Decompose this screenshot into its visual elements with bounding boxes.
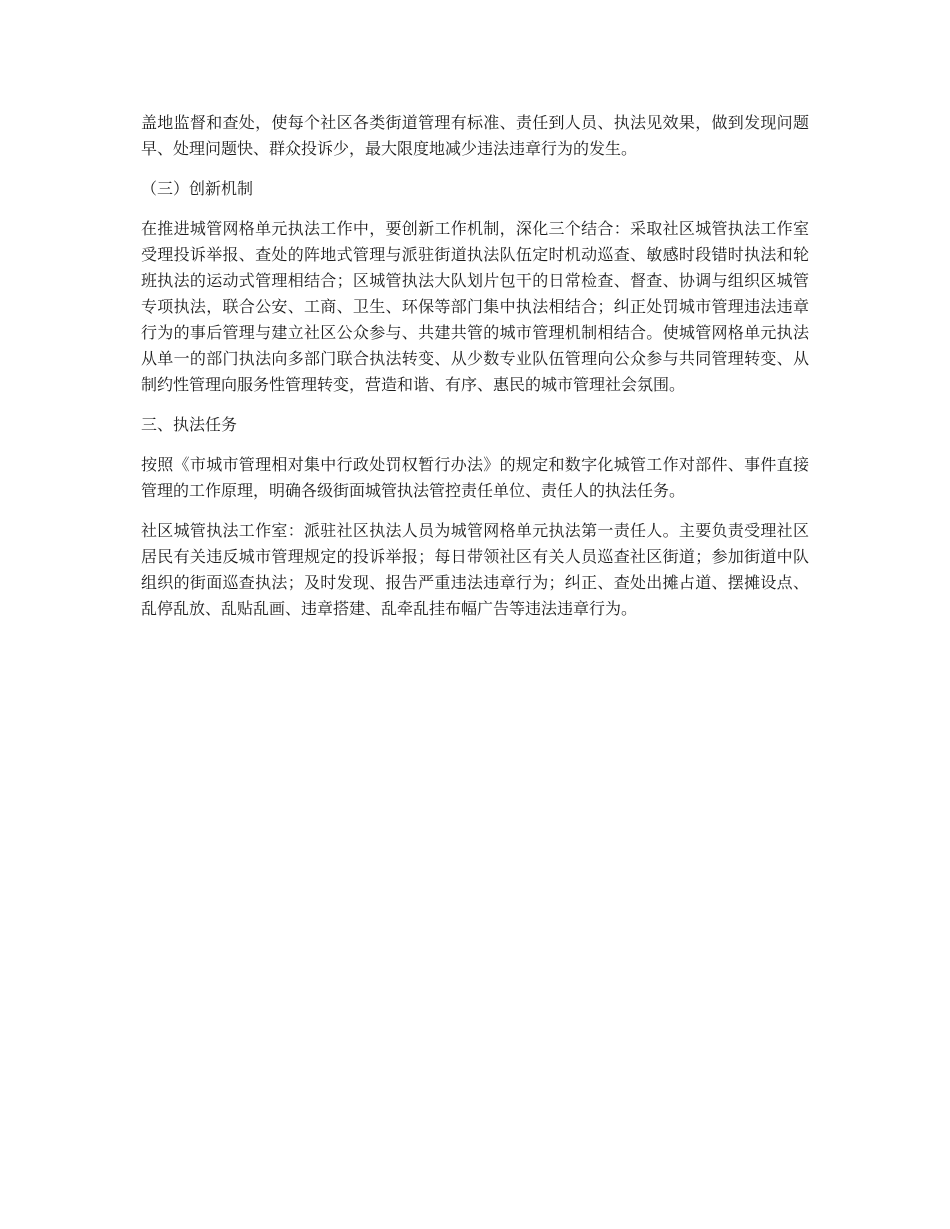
paragraph-community-office: 社区城管执法工作室：派驻社区执法人员为城管网格单元执法第一责任人。主要负责受理社区居民有关违反城市管理规定的投诉举报；每日带领社区有关人员巡查社区街道；参加街道中队组织的街面巡查执法；及时发现、报告严重违法违章行为；纠正、查处出摊占道、摆摊设点、乱停乱放、乱贴乱画、违章搭建、乱牵乱挂布幅广告等违法违章行为。 [141,521,809,618]
document-body [141,110,809,636]
paragraph-supervision: 盖地监督和查处，使每个社区各类街道管理有标准、责任到人员、执法见效果，做到发现问题早、处理问题快、群众投诉少，最大限度地减少违法违章行为的发生。 [141,113,809,158]
paragraph-enforcement-basis: 按照《市城市管理相对集中行政处罚权暂行办法》的规定和数字化城管工作对部件、事件直接管理的工作原理，明确各级街面城管执法管控责任单位、责任人的执法任务。 [141,455,809,500]
paragraph-innovation: 在推进城管网格单元执法工作中，要创新工作机制，深化三个结合：采取社区城管执法工作室受理投诉举报、查处的阵地式管理与派驻街道执法队伍定时机动巡查、敏感时段错时执法和轮班执法的运动式管理相结合；区城管执法大队划片包干的日常检查、督查、协调与组织区城管专项执法，联合公安、工商、卫生、环保等部门集中执法相结合；纠正处罚城市管理违法违章行为的事后管理与建立社区公众参与、共建共管的城市管理机制相结合。使城管网格单元执法从单一的部门执法向多部门联合执法转变、从少数专业队伍管理向公众参与共同管理转变、从制约性管理向服务性管理转变，营造和谐、有序、惠民的城市管理社会氛围。 [141,219,809,394]
heading-enforcement-tasks: 三、执法任务 [141,415,238,434]
heading-innovation-mechanism: （三）创新机制 [141,179,254,198]
